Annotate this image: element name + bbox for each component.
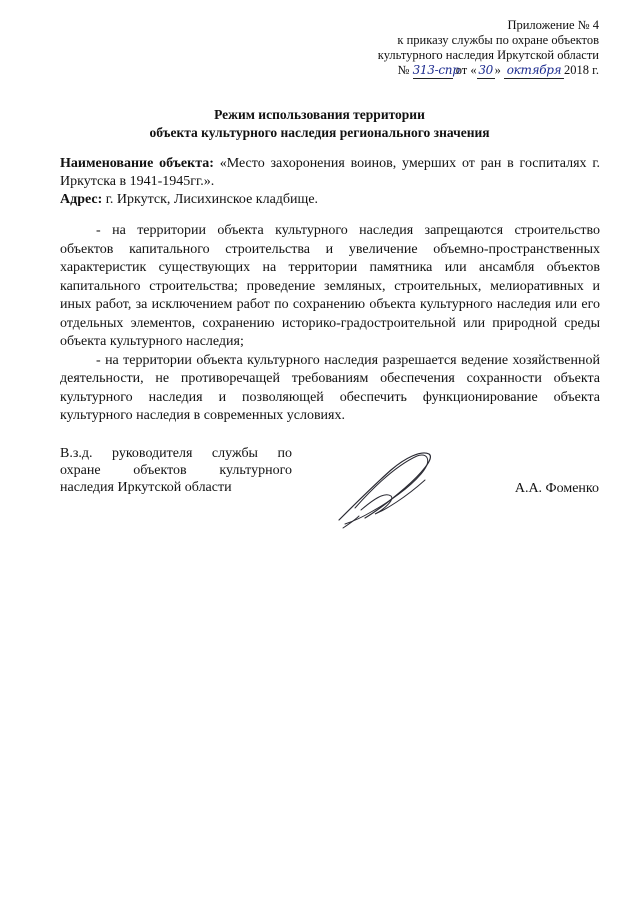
year-suffix: 2018 г. <box>564 63 599 77</box>
handwritten-day: 30 <box>478 63 493 77</box>
regime-text <box>60 222 600 426</box>
prohibited-clause: - на территории объекта культурного наследия запрещаются строительство объектов капитального строительства и увеличение объемно-пространственных характеристик существующих на территории памятника или ансамбля объектов капитального строительства; проведение земляных, строительных, мелиоративных и иных работ, за исключением работ по сохранению объекта культурного наследия или его отдельных элементов, сохранению историко-градостроительной или природной среды объекта культурного наследия; <box>60 223 600 349</box>
object-name <box>60 155 600 191</box>
appendix-header <box>378 18 599 79</box>
title-line1: Режим использования территории <box>214 107 425 122</box>
quote-close: » <box>494 63 501 77</box>
signatory-position <box>60 445 292 496</box>
position-line2: охране объектов культурного <box>60 463 292 478</box>
address-value: г. Иркутск, Лисихинское кладбище. <box>105 192 319 207</box>
document-title <box>0 106 639 142</box>
order-reference-line2: культурного наследия Иркутской области <box>377 48 599 62</box>
order-number-date <box>378 63 599 79</box>
object-address <box>60 191 600 209</box>
number-prefix: № <box>397 63 410 77</box>
object-name-label: Наименование объекта: <box>60 156 214 171</box>
object-name-value: «Место захоронения воинов, умерших от ран в госпиталях г. Иркутска в 1941-1945гг.». <box>60 156 600 189</box>
signatory-name: А.А. Фоменко <box>514 481 599 496</box>
appendix-number: Приложение № 4 <box>507 18 599 32</box>
permitted-clause: - на территории объекта культурного наследия разрешается ведение хозяйственной деятельности, не противоречащей требованиям обеспечения сохранности объекта культурного наследия и позволяющей обеспечить функционирование объекта культурного наследия в современных условиях. <box>60 352 600 423</box>
position-line3: наследия Иркутской области <box>60 480 232 495</box>
handwritten-signature <box>325 440 455 530</box>
position-line1: В.з.д. руководителя службы по <box>60 446 292 461</box>
date-prefix: от « <box>455 63 477 77</box>
handwritten-month: октября <box>504 63 564 79</box>
address-label: Адрес: <box>60 192 103 207</box>
object-info <box>60 155 600 209</box>
handwritten-order-number: 313-спр <box>412 63 460 77</box>
order-reference-line1: к приказу службы по охране объектов <box>397 33 599 47</box>
title-line2: объекта культурного наследия регионального значения <box>149 125 490 140</box>
